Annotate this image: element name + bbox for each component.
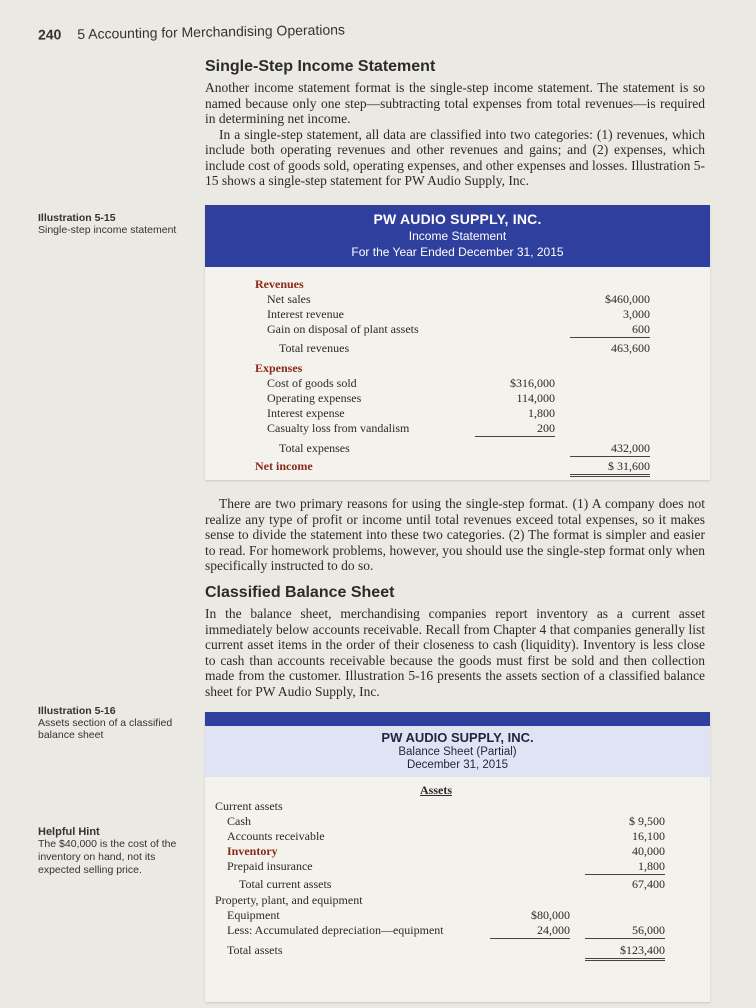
statement-period: For the Year Ended December 31, 2015 (351, 245, 564, 259)
hint-text: The $40,000 is the cost of the inventory on hand, not its expected selling price. (38, 838, 177, 876)
line-amount: $460,000 (605, 292, 650, 306)
section-single-step (205, 58, 705, 189)
line-label: Operating expenses (267, 391, 362, 405)
line-item (205, 292, 710, 307)
company-name: PW AUDIO SUPPLY, INC. (373, 211, 542, 227)
statement-body (205, 783, 710, 983)
line-amount: 56,000 (585, 923, 665, 939)
statement-banner (205, 712, 710, 726)
revenues-heading: Revenues (255, 277, 304, 291)
current-assets-heading: Current assets (215, 799, 283, 813)
line-amount: 114,000 (516, 391, 555, 405)
line-item (205, 908, 710, 923)
line-item (205, 829, 710, 844)
line-item (205, 859, 710, 874)
line-amount: 3,000 (623, 307, 650, 321)
company-name: PW AUDIO SUPPLY, INC. (381, 730, 534, 745)
illustration-number: Illustration 5-15 (38, 212, 116, 224)
page-number: 240 (37, 26, 62, 43)
line-label: Interest revenue (267, 307, 344, 321)
illustration-caption: Single-step income statement (38, 224, 177, 236)
net-income-amount: $ 31,600 (570, 459, 650, 477)
illustration-number: Illustration 5-16 (38, 705, 116, 717)
section-body (205, 496, 705, 574)
paragraph: In the balance sheet, merchandising companies report inventory as a current asset immediately below accounts receivable. Recall from Chapter 4 that companies generally list current asset items in the order of their closeness to cash (liquidity). Inventory is less close to cash than accounts receivable because the goods must first be sold and then collection made from the customer. Illustration 5-16 presents the assets section of a classified balance sheet for PW Audio Supply, Inc. (205, 606, 705, 699)
balance-sheet (205, 712, 710, 1002)
line-label: Equipment (227, 908, 280, 922)
line-item (205, 406, 710, 421)
net-income-row (205, 459, 710, 474)
line-amount: 600 (570, 322, 650, 338)
assets-heading: Assets (420, 783, 452, 797)
line-amount: 200 (475, 421, 555, 437)
total-row (205, 943, 710, 958)
statement-header (205, 205, 710, 267)
line-item (205, 391, 710, 406)
total-row (205, 877, 710, 892)
line-item (205, 814, 710, 829)
paragraph: In a single-step statement, all data are classified into two categories: (1) revenues, which include both operating revenues and other revenues and gains; and (2) expenses, which include cost of goods sold, operating expenses, and other expenses and losses. Illustration 5-15 shows a single-step statement for PW Audio Supply, Inc. (205, 126, 705, 188)
total-amount: 432,000 (570, 441, 650, 457)
line-item (205, 322, 710, 337)
section-heading: Classified Balance Sheet (205, 584, 395, 601)
expenses-heading: Expenses (255, 361, 303, 375)
helpful-hint (38, 826, 188, 877)
line-label: Inventory (227, 844, 278, 858)
line-amount: 40,000 (632, 844, 665, 858)
line-label: Net sales (267, 292, 311, 306)
line-label: Less: Accumulated depreciation—equipment (227, 923, 444, 937)
statement-date: December 31, 2015 (406, 759, 508, 771)
ppe-heading-row (205, 893, 710, 908)
line-label: Casualty loss from vandalism (267, 421, 410, 435)
hint-title: Helpful Hint (38, 826, 100, 838)
line-amount: 1,800 (528, 406, 555, 420)
paragraph: There are two primary reasons for using the single-step format. (1) A company does not realize any type of profit or income until total revenues exceed total expenses, so it makes sense to divide the statement into these two categories. (2) The format is simpler and easier to read. For homework problems, however, you should use the single-step format only when specifically instructed to do so. (205, 496, 705, 573)
total-amount: 463,600 (611, 341, 650, 355)
total-label: Total revenues (279, 341, 350, 355)
line-label: Cash (227, 814, 251, 828)
illustration-label (38, 212, 188, 236)
statement-body (205, 275, 710, 480)
line-amount: $ 9,500 (629, 814, 665, 828)
paragraph: Another income statement format is the single-step income statement. The statement is so named because only one step—subtracting total expenses from total revenues—is required in determining net income. (205, 80, 705, 126)
line-label: Interest expense (267, 406, 345, 420)
current-assets-heading-row (205, 799, 710, 814)
expenses-heading-row (205, 361, 710, 376)
line-label: Cost of goods sold (267, 376, 357, 390)
section-body (205, 606, 705, 699)
line-label: Prepaid insurance (227, 859, 313, 873)
line-amount: 24,000 (490, 923, 570, 939)
line-item (205, 376, 710, 391)
illustration-caption: Assets section of a classified balance sheet (38, 717, 173, 741)
line-item (205, 307, 710, 322)
total-row (205, 441, 710, 456)
line-item (205, 421, 710, 436)
running-header (38, 21, 345, 42)
line-item (205, 844, 710, 859)
line-amount: 1,800 (585, 859, 665, 875)
section-reasons (205, 492, 705, 574)
line-amount: $316,000 (510, 376, 555, 390)
illustration-label (38, 705, 178, 741)
line-item (205, 923, 710, 938)
revenues-heading-row (205, 277, 710, 292)
statement-title: Income Statement (408, 229, 507, 243)
statement-header (205, 726, 710, 777)
net-income-label: Net income (255, 459, 313, 473)
assets-heading-row (205, 783, 710, 798)
total-label: Total expenses (279, 441, 350, 455)
ppe-heading: Property, plant, and equipment (215, 893, 363, 907)
total-amount: 67,400 (632, 877, 665, 891)
income-statement (205, 205, 710, 480)
line-label: Accounts receivable (227, 829, 325, 843)
section-body (205, 80, 705, 189)
total-amount: $123,400 (585, 943, 665, 961)
total-row (205, 341, 710, 356)
line-amount: $80,000 (531, 908, 570, 922)
total-label: Total assets (227, 943, 283, 957)
section-heading: Single-Step Income Statement (205, 58, 436, 75)
total-label: Total current assets (239, 877, 332, 891)
line-label: Gain on disposal of plant assets (267, 322, 419, 336)
line-amount: 16,100 (632, 829, 665, 843)
section-classified-balance-sheet (205, 584, 705, 699)
statement-title: Balance Sheet (Partial) (398, 746, 517, 758)
chapter-title: 5 Accounting for Merchandising Operations (77, 21, 346, 42)
